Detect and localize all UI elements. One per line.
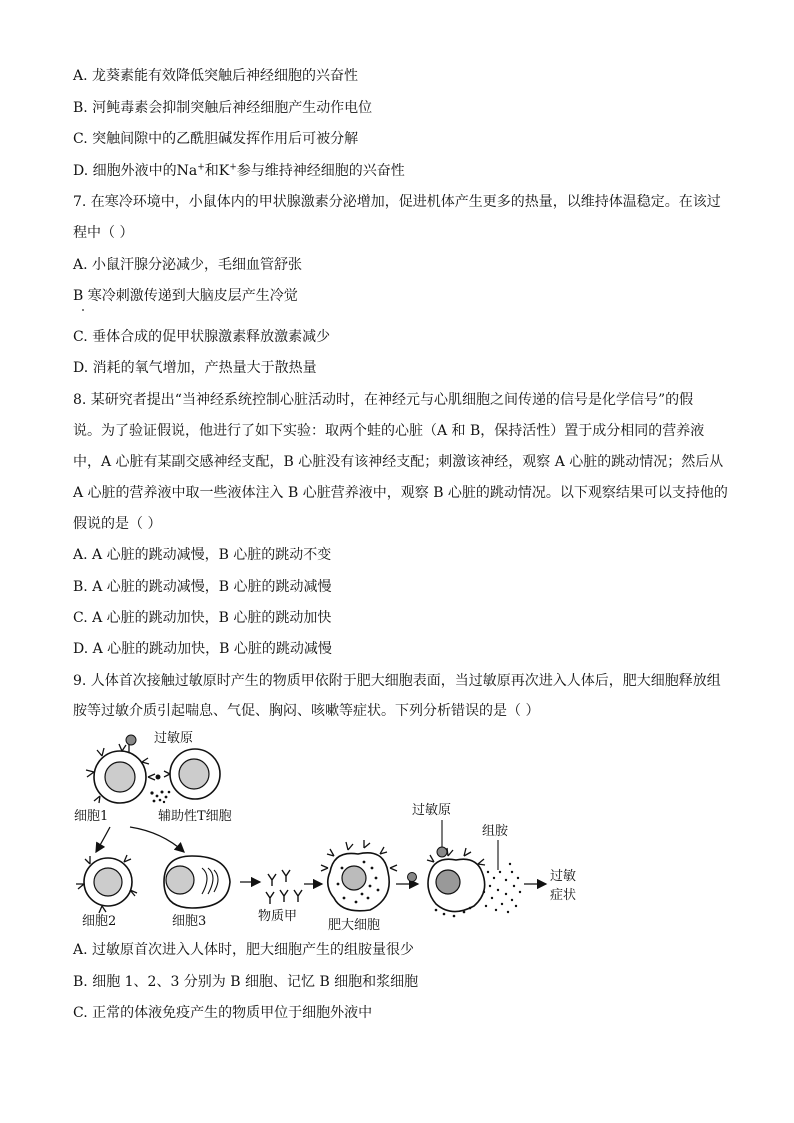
q8-stem-line-3: 中，A 心脏有某副交感神经支配，B 心脏没有该神经支配；刺激该神经，观察 A 心脏的跳动情况；然后从 [73, 454, 724, 470]
q9-stem-line-2: 胺等过敏介质引起喘息、气促、胸闷、咳嗽等症状。下列分析错误的是（ ） [73, 703, 540, 719]
allergen-particle-2 [437, 847, 447, 857]
label-mast-cell: 肥大细胞 [328, 918, 381, 933]
q7-stem-line-2: 程中（ ） [73, 225, 134, 241]
q9-stem-line-1: 9. 人体首次接触过敏原时产生的物质甲依附于肥大细胞表面，当过敏原再次进入人体后，肥大细胞释放组 [73, 673, 721, 689]
allergen-particle-3 [408, 873, 417, 882]
q6-option-d-text-3: 参与维持神经细胞的兴奋性 [236, 163, 405, 179]
label-cell-3: 细胞3 [172, 914, 207, 929]
q8-stem-line-4: A 心脏的营养液中取一些液体注入 B 心脏营养液中，观察 B 心脏的跳动情况。以下观察结果可以支持他的 [73, 485, 728, 501]
q8-option-b: B. A 心脏的跳动减慢，B 心脏的跳动减慢 [73, 579, 332, 595]
stray-dot [82, 309, 84, 311]
label-substance-a: 物质甲 [258, 909, 298, 924]
potassium-charge: + [229, 162, 237, 173]
cell-2 [76, 855, 137, 913]
q8-option-c: C. A 心脏的跳动加快，B 心脏的跳动加快 [73, 610, 332, 626]
q7-option-d: D. 消耗的氧气增加，产热量大于散热量 [73, 360, 317, 376]
label-symptom-line-2: 症状 [550, 888, 577, 903]
arrow-cell1-to-cell3 [130, 827, 184, 852]
label-histamine: 组胺 [482, 824, 509, 839]
sodium-symbol: Na [176, 163, 198, 179]
q6-option-b: B. 河鲀毒素会抑制突触后神经细胞产生动作电位 [73, 100, 373, 116]
q6-option-a: A. 龙葵素能有效降低突触后神经细胞的兴奋性 [73, 68, 359, 84]
q6-option-d-text-1: D. 细胞外液中的 [73, 163, 177, 179]
q7-option-a: A. 小鼠汗腺分泌减少，毛细血管舒张 [73, 257, 303, 273]
cell-3-plasma-cell [164, 856, 230, 908]
q8-stem-line-5: 假说的是（ ） [73, 516, 162, 532]
q8-option-d: D. A 心脏的跳动加快，B 心脏的跳动减慢 [73, 641, 332, 657]
q9-option-c: C. 正常的体液免疫产生的物质甲位于细胞外液中 [73, 1005, 373, 1021]
q9-option-b: B. 细胞 1、2、3 分别为 B 细胞、记忆 B 细胞和浆细胞 [73, 974, 419, 990]
label-allergen-1: 过敏原 [154, 731, 194, 746]
q7-option-b: B 寒冷刺激传递到大脑皮层产生冷觉 [73, 288, 298, 304]
q6-option-d-text-2: 和 [204, 163, 219, 179]
q7-stem-line-1: 7. 在寒冷环境中，小鼠体内的甲状腺激素分泌增加，促进机体产生更多的热量，以维持体温稳定。在该过 [73, 194, 721, 210]
label-symptom-line-1: 过敏 [550, 869, 577, 884]
potassium-symbol: K [218, 163, 230, 179]
arrow-cell1-to-cell2 [96, 827, 110, 852]
sodium-charge: + [197, 162, 205, 173]
q7-option-c: C. 垂体合成的促甲状腺激素释放激素减少 [73, 329, 331, 345]
q6-option-c: C. 突触间隙中的乙酰胆碱发挥作用后可被分解 [73, 131, 359, 147]
q6-option-d [73, 161, 405, 181]
q8-stem-line-2: 说。为了验证假说，他进行了如下实验：取两个蛙的心脏（A 和 B，保持活性）置于成分相同的营养液 [73, 423, 705, 439]
mast-cell [321, 840, 397, 911]
q8-option-a: A. A 心脏的跳动减慢，B 心脏的跳动不变 [73, 547, 332, 563]
helper-t-cell [150, 749, 220, 803]
activated-mast-cell [427, 848, 485, 917]
allergen-particle-1 [126, 735, 136, 752]
q9-option-a: A. 过敏原首次进入人体时，肥大细胞产生的组胺量很少 [73, 942, 415, 958]
cell-1 [86, 744, 161, 803]
label-helper-t-cell: 辅助性T细胞 [158, 809, 232, 824]
allergy-mechanism-diagram [72, 722, 592, 934]
label-cell-1: 细胞1 [74, 809, 109, 824]
label-cell-2: 细胞2 [82, 914, 117, 929]
histamine-particles [483, 863, 521, 913]
q8-stem-line-1: 8. 某研究者提出“当神经系统控制心脏活动时，在神经元与心肌细胞之间传递的信号是化学信号”的假 [73, 392, 694, 408]
substance-a-antibodies [266, 870, 302, 904]
label-allergen-2: 过敏原 [412, 803, 452, 818]
